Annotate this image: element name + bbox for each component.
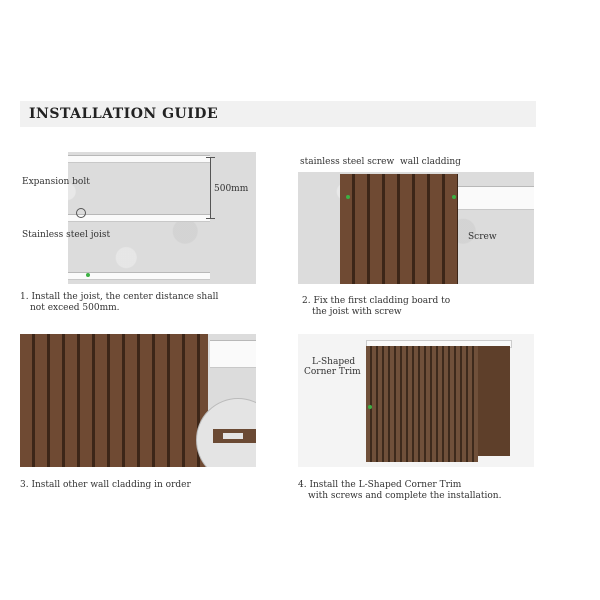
screw-marker-left: [346, 195, 350, 199]
step1-caption-line1: 1. Install the joist, the center distance shall: [20, 292, 219, 302]
page-title: INSTALLATION GUIDE: [29, 106, 219, 122]
trim-marker: [368, 405, 372, 409]
step2-joist: [448, 186, 534, 210]
corner-trim: [478, 346, 510, 456]
installed-cladding: [20, 334, 208, 467]
step4-caption-line2: with screws and complete the installation.: [308, 491, 502, 501]
step2-caption: [302, 296, 450, 318]
left-margin: [20, 152, 68, 284]
step3-image: [20, 334, 256, 467]
step3-caption: [20, 480, 191, 491]
stainless-joist-label: Stainless steel joist: [22, 230, 111, 240]
step2-image: [298, 152, 534, 284]
step4-caption: [298, 480, 501, 502]
screw-marker-right: [452, 195, 456, 199]
front-cladding: [366, 346, 478, 462]
middle-joist: [68, 214, 210, 222]
dimension-tick-top: [206, 157, 215, 158]
steel-screw-label: stainless steel screw: [300, 157, 395, 167]
dimension-line: [210, 157, 211, 219]
top-joist: [68, 155, 210, 163]
step4-caption-line1: 4. Install the L-Shaped Corner Trim: [298, 480, 462, 490]
dimension-tick-bottom: [206, 218, 215, 219]
joist-marker: [86, 273, 90, 277]
step2-caption-line1: 2. Fix the first cladding board to: [302, 296, 451, 306]
guide-header: [20, 101, 536, 127]
expansion-bolt-marker: [76, 208, 86, 218]
step2-caption-line2: the joist with screw: [312, 307, 402, 317]
step1-caption: [20, 292, 218, 314]
step3-joist: [210, 340, 256, 368]
step4-image: [298, 334, 534, 467]
expansion-bolt-label: Expansion bolt: [22, 177, 90, 187]
cladding-board: [340, 174, 458, 284]
step1-caption-line2: not exceed 500mm.: [30, 303, 120, 313]
wall-cladding-label: wall cladding: [400, 157, 461, 167]
dimension-label: 500mm: [214, 184, 249, 194]
step3-caption-line1: 3. Install other wall cladding in order: [20, 480, 191, 490]
corner-trim-label-1: L-Shaped: [312, 357, 356, 367]
corner-trim-label-2: Corner Trim: [304, 367, 361, 377]
screw-label: Screw: [468, 232, 497, 242]
step1-image: [20, 152, 256, 284]
